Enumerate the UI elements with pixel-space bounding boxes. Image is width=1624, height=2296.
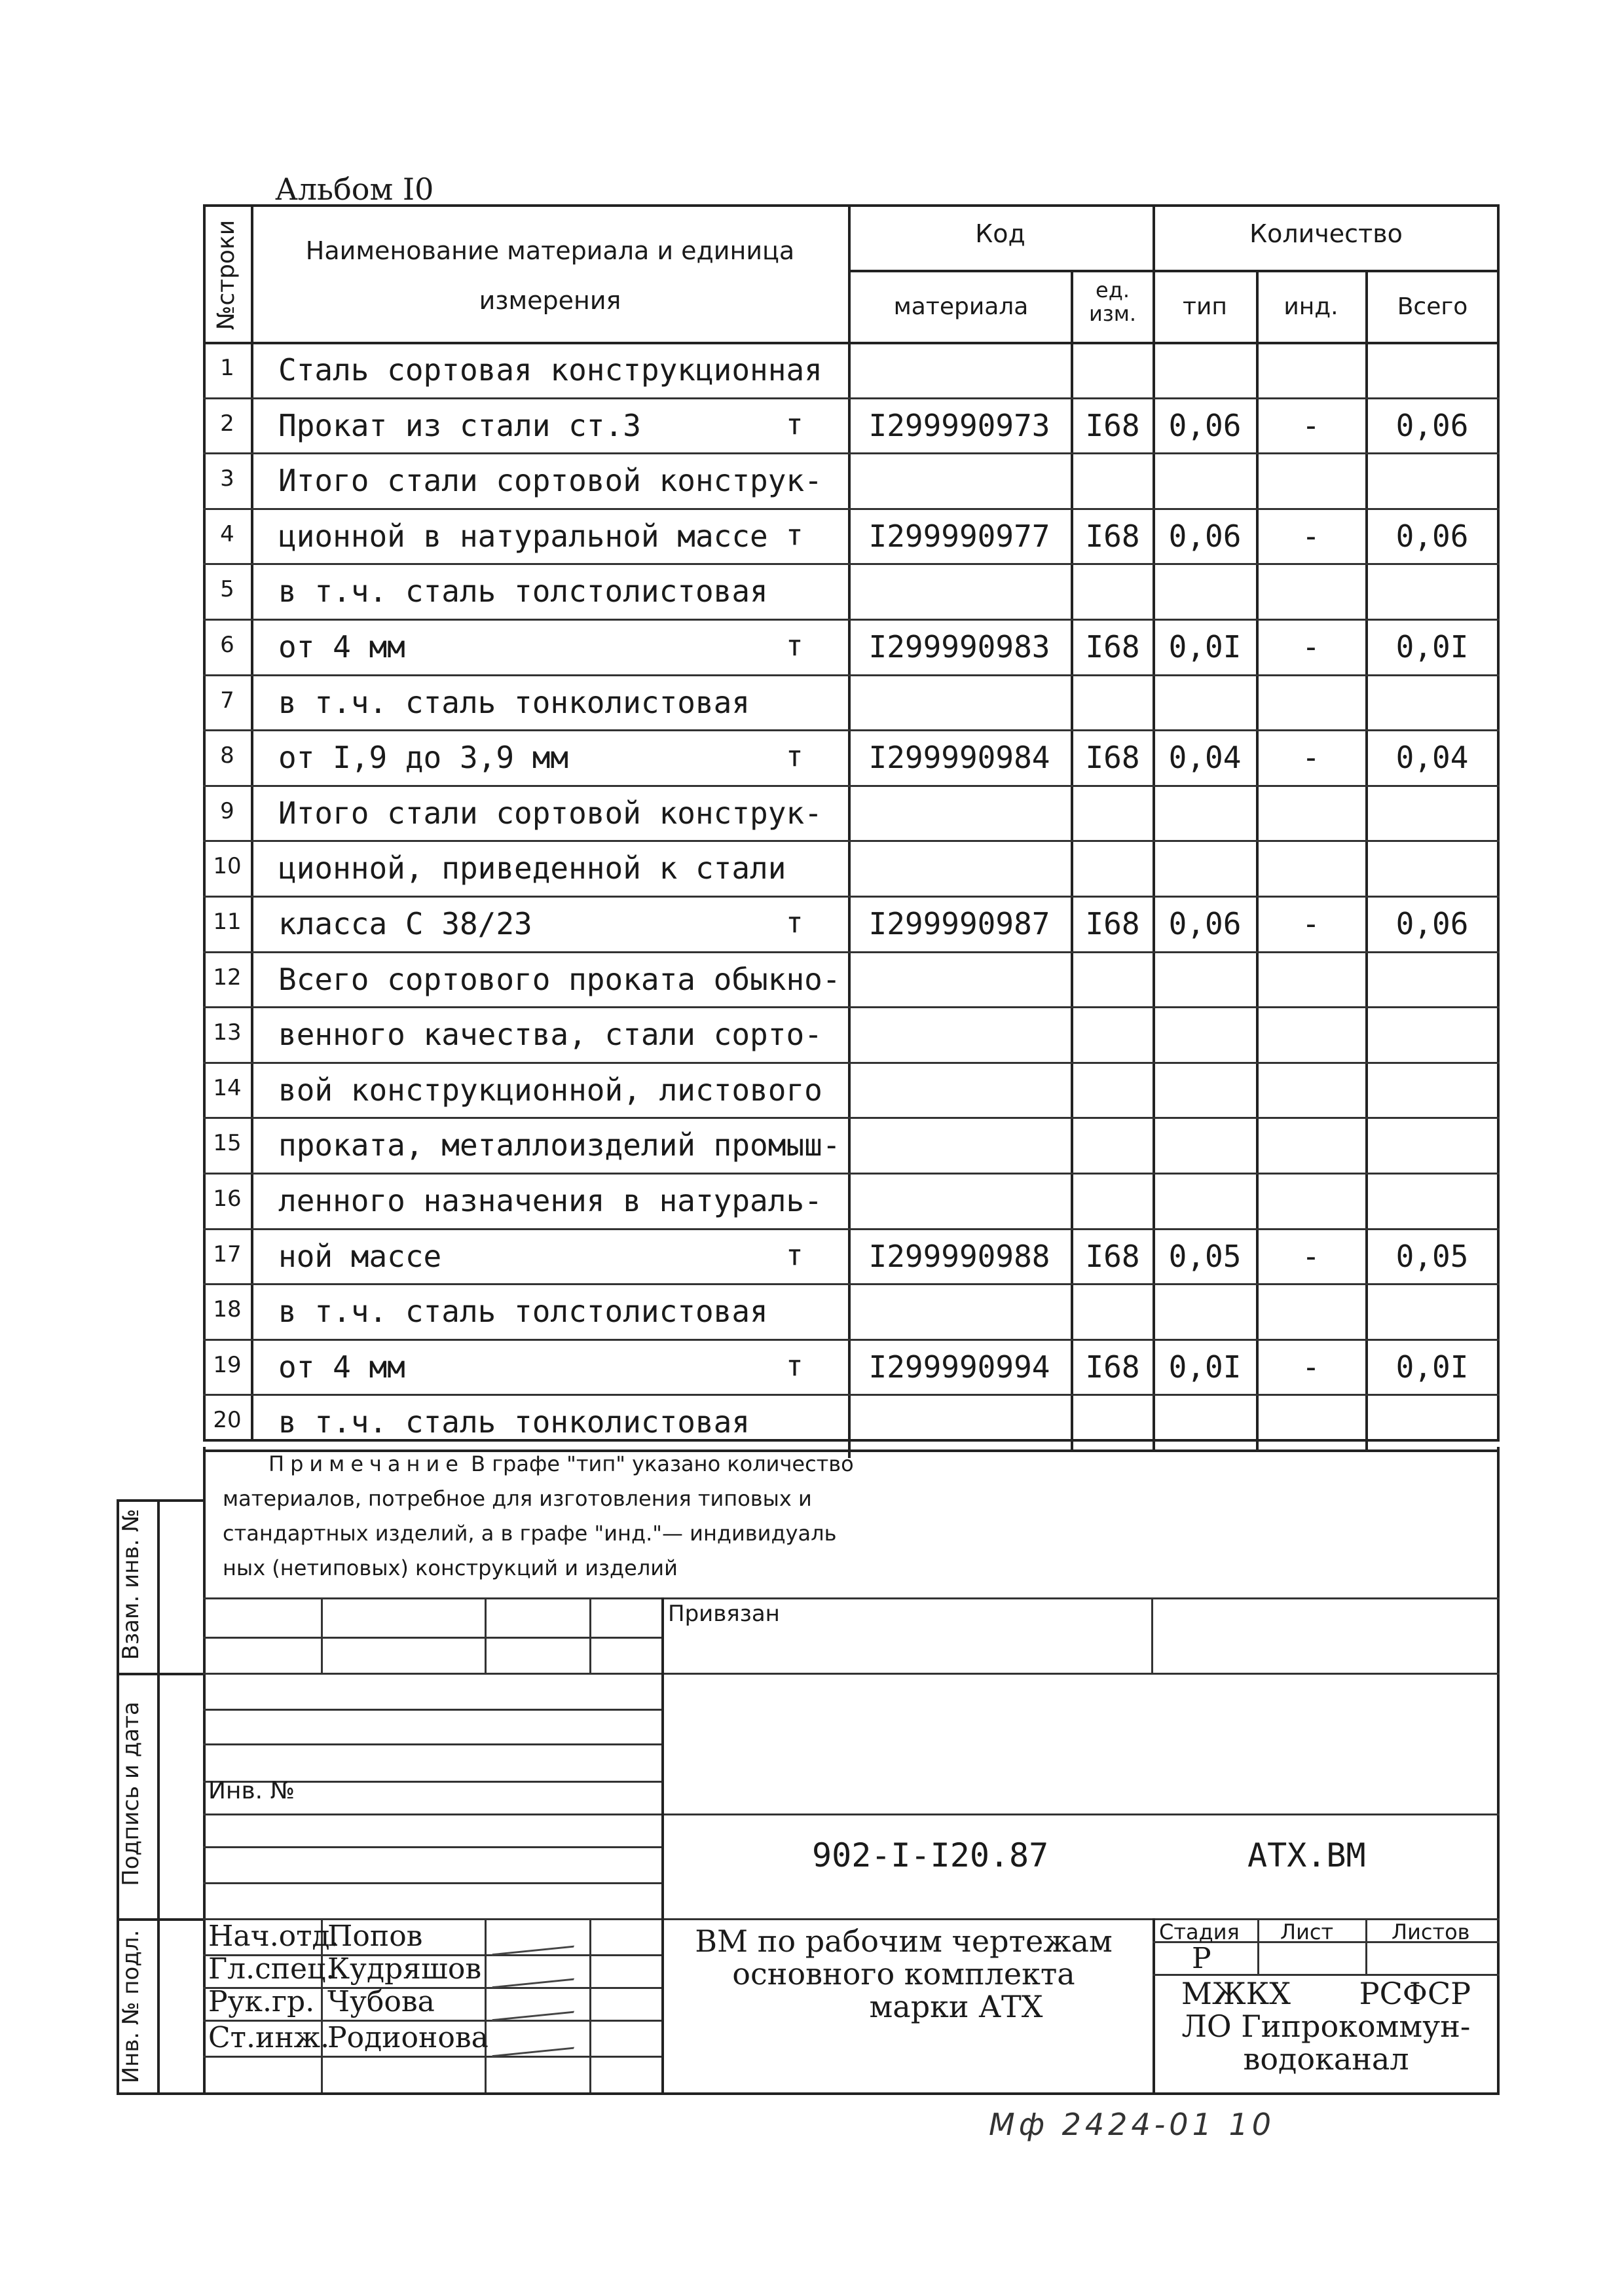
sheet-label: Лист	[1280, 1920, 1334, 1944]
doc-title-line1: ВМ по рабочим чертежам	[695, 1923, 1113, 1959]
handwritten-signature	[492, 1989, 582, 2021]
stamp-v3b	[589, 1918, 591, 2092]
stamp-h4	[203, 1709, 661, 1711]
row-line	[203, 1228, 1500, 1230]
row-name: в т.ч. сталь тонколистовая	[278, 1404, 750, 1440]
signer-role: Нач.отд.	[208, 1920, 339, 1953]
row-number: 17	[213, 1241, 242, 1267]
handwritten-signature	[492, 1923, 582, 1956]
row-line	[203, 729, 1500, 731]
row-line	[203, 951, 1500, 953]
row-name: в т.ч. сталь толстолистовая	[278, 1294, 768, 1330]
row-number: 9	[220, 797, 234, 824]
col-line-ind	[1365, 270, 1368, 1451]
inv-no-label: Инв. №	[208, 1777, 295, 1804]
signer-role: Гл.спец.	[208, 1952, 335, 1986]
row-qty-ind: -	[1302, 906, 1320, 941]
stage-label: Стадия	[1159, 1920, 1240, 1944]
stamp-h9	[203, 1882, 661, 1884]
note-line1: В графе "тип" указано количество	[471, 1451, 854, 1476]
header-quantity: Количество	[1249, 219, 1403, 248]
doc-title-line3: марки АТХ	[869, 1989, 1043, 2024]
row-unit-code: I68	[1085, 518, 1140, 554]
row-qty-ind: -	[1302, 407, 1320, 443]
row-line	[203, 1006, 1500, 1008]
header-ind: инд.	[1283, 293, 1338, 320]
organization	[1159, 1977, 1493, 2075]
stamp-h1	[203, 1597, 1500, 1599]
row-number: 2	[220, 410, 234, 437]
note-line3: стандартных изделий, а в графе "инд."— индивидуаль	[223, 1521, 837, 1546]
sheets-label: Листов	[1392, 1920, 1470, 1944]
row-line	[203, 1283, 1500, 1285]
row-name: Итого стали сортовой конструк-	[278, 795, 822, 831]
row-name: венного качества, стали сорто-	[278, 1017, 822, 1053]
signer-name: Чубова	[327, 1985, 435, 2018]
row-line	[203, 452, 1500, 454]
row-qty-total: 0,05	[1395, 1238, 1469, 1274]
header-code-material: материала	[893, 293, 1029, 320]
row-unit-code: I68	[1085, 407, 1140, 443]
row-code: I299990984	[868, 740, 1050, 776]
row-unit-code: I68	[1085, 740, 1140, 776]
row-code: I299990977	[868, 518, 1050, 554]
row-name: ной массе	[278, 1238, 442, 1274]
header-bottom-line	[203, 342, 1500, 344]
row-code: I299990988	[868, 1238, 1050, 1274]
col-line-name	[848, 204, 851, 1458]
org-line1: МЖКХ РСФСР	[1181, 1976, 1471, 2011]
row-name: в т.ч. сталь толстолистовая	[278, 574, 768, 610]
row-line	[203, 674, 1500, 676]
row-unit-code: I68	[1085, 629, 1140, 665]
row-code: I299990987	[868, 906, 1050, 941]
header-row-no: №строки	[213, 219, 240, 331]
stamp-stage-v1	[1257, 1918, 1259, 1974]
col-line-rownum	[251, 204, 253, 1442]
note	[223, 1447, 1008, 1586]
row-line	[203, 508, 1500, 510]
row-number: 18	[213, 1296, 242, 1323]
row-number: 5	[220, 576, 234, 603]
header-total: Всего	[1397, 293, 1468, 320]
handwritten-signature	[492, 1956, 582, 1988]
row-unit: т	[786, 906, 803, 939]
row-code: I299990994	[868, 1349, 1050, 1385]
row-line	[203, 1394, 1500, 1396]
row-number: 6	[220, 632, 234, 658]
handwritten-signature	[492, 2025, 582, 2057]
stamp-bottom	[117, 2092, 1500, 2095]
stamp-h3	[203, 1673, 1500, 1675]
stamp-v2a	[485, 1597, 487, 1673]
stamp-v1a	[321, 1597, 323, 1673]
row-qty-total: 0,06	[1395, 906, 1469, 941]
row-line	[203, 785, 1500, 787]
note-label: Примечание	[268, 1451, 464, 1476]
row-qty-ind: -	[1302, 740, 1320, 776]
stamp-h7	[203, 1813, 1500, 1815]
row-qty-type: 0,06	[1168, 518, 1242, 554]
row-qty-total: 0,06	[1395, 407, 1469, 443]
row-qty-ind: -	[1302, 1349, 1320, 1385]
doc-title	[674, 1925, 1133, 2023]
row-unit: т	[786, 629, 803, 663]
signer-role: Рук.гр.	[208, 1985, 315, 2018]
doc-title-line2: основного комплекта	[732, 1956, 1075, 1992]
row-number: 20	[213, 1407, 242, 1434]
album-label: Альбом I0	[275, 172, 434, 207]
row-number: 3	[220, 465, 234, 492]
row-name: проката, металлоизделий промыш-	[278, 1127, 841, 1163]
stamp-h5	[203, 1743, 661, 1745]
note-line2: материалов, потребное для изготовления типовых и	[223, 1486, 812, 1511]
row-name: от I,9 до 3,9 мм	[278, 740, 569, 776]
row-number: 14	[213, 1074, 242, 1101]
stamp-left	[203, 1447, 206, 2095]
row-name: в т.ч. сталь тонколистовая	[278, 684, 750, 720]
stamp-h2	[203, 1637, 661, 1639]
row-unit-code: I68	[1085, 906, 1140, 941]
row-number: 7	[220, 687, 234, 714]
row-name: от 4 мм	[278, 629, 405, 665]
row-number: 1	[220, 355, 234, 381]
signer-role: Ст.инж.	[208, 2021, 330, 2054]
row-unit: т	[786, 1349, 803, 1383]
row-line	[203, 563, 1500, 565]
row-unit-code: I68	[1085, 1349, 1140, 1385]
stamp-v-main	[661, 1597, 664, 2092]
row-name: Прокат из стали ст.3	[278, 407, 641, 443]
side-label-podpis: Подпись и дата	[118, 1702, 144, 1886]
row-name: класса С 38/23	[278, 906, 532, 941]
row-qty-total: 0,04	[1395, 740, 1469, 776]
org-line2: ЛО Гипрокоммун-	[1181, 2009, 1471, 2044]
col-line-material	[1071, 270, 1073, 1451]
stamp-v-privyazan	[1151, 1597, 1153, 1673]
row-number: 8	[220, 742, 234, 769]
row-name: вой конструкционной, листового	[278, 1072, 822, 1108]
org-line3: водоканал	[1243, 2041, 1409, 2077]
row-name: от 4 мм	[278, 1349, 405, 1385]
row-line	[203, 1339, 1500, 1341]
privyazan-label: Привязан	[668, 1601, 780, 1627]
row-qty-type: 0,06	[1168, 906, 1242, 941]
signer-name: Попов	[327, 1920, 423, 1953]
signer-name: Кудряшов	[327, 1952, 482, 1986]
row-number: 16	[213, 1186, 242, 1212]
stamp-v2b	[485, 1918, 487, 2092]
row-number: 19	[213, 1351, 242, 1378]
row-name: ленного назначения в натураль-	[278, 1183, 822, 1218]
doc-code: 902-I-I20.87	[812, 1836, 1049, 1874]
row-qty-type: 0,0I	[1168, 1349, 1242, 1385]
row-line	[203, 1062, 1500, 1064]
stamp-v-org	[1153, 1918, 1155, 2092]
stamp-h14	[203, 2056, 661, 2058]
header-type: тип	[1183, 293, 1227, 320]
row-line	[203, 1173, 1500, 1175]
header-code-unit: ед. изм.	[1088, 278, 1137, 326]
side-strip-right	[157, 1499, 160, 2095]
footer-archive-number: Мф 2424-01 10	[989, 2107, 1275, 2142]
row-qty-ind: -	[1302, 518, 1320, 554]
stamp-v3a	[589, 1597, 591, 1673]
row-line	[203, 619, 1500, 621]
header-name-text: Наименование материала и единица измерения	[305, 236, 795, 315]
row-name: Итого стали сортовой конструк-	[278, 463, 822, 499]
stamp-h8	[203, 1846, 661, 1848]
row-unit: т	[786, 518, 803, 552]
row-code: I299990973	[868, 407, 1050, 443]
row-line	[203, 397, 1500, 399]
header-name	[275, 226, 825, 325]
row-number: 12	[213, 964, 242, 991]
row-line	[203, 896, 1500, 898]
stamp-stage-v2	[1365, 1918, 1367, 1974]
signer-name: Родионова	[327, 2021, 489, 2054]
row-qty-type: 0,06	[1168, 407, 1242, 443]
row-name: Всего сортового проката обыкно-	[278, 961, 841, 997]
row-name: ционной, приведенной к стали	[278, 850, 786, 886]
row-qty-ind: -	[1302, 1238, 1320, 1274]
side-label-vzam: Взам. инв. №	[118, 1508, 144, 1660]
row-number: 11	[213, 909, 242, 935]
stamp-right	[1497, 1447, 1500, 2095]
row-number: 13	[213, 1019, 242, 1046]
row-unit: т	[786, 1238, 803, 1272]
doc-mark: АТХ.ВМ	[1247, 1836, 1366, 1874]
row-qty-type: 0,04	[1168, 740, 1242, 776]
header-sub-line	[848, 270, 1500, 272]
row-line	[203, 840, 1500, 842]
row-unit: т	[786, 407, 803, 441]
row-name: Сталь сортовая конструкционная	[278, 352, 822, 388]
row-qty-type: 0,0I	[1168, 629, 1242, 665]
col-line-unit	[1153, 204, 1155, 1451]
note-line4: ных (нетиповых) конструкций и изделий	[223, 1556, 678, 1580]
row-unit-code: I68	[1085, 1238, 1140, 1274]
row-number: 15	[213, 1130, 242, 1157]
row-number: 4	[220, 520, 234, 547]
row-name: ционной в натуральной массе	[278, 518, 768, 554]
row-qty-total: 0,0I	[1395, 629, 1469, 665]
row-qty-total: 0,06	[1395, 518, 1469, 554]
row-line	[203, 1117, 1500, 1119]
row-code: I299990983	[868, 629, 1050, 665]
row-unit: т	[786, 740, 803, 774]
row-qty-type: 0,05	[1168, 1238, 1242, 1274]
side-label-inv-podl: Инв. № подл.	[118, 1929, 144, 2084]
row-qty-total: 0,0I	[1395, 1349, 1469, 1385]
header-code: Код	[975, 219, 1025, 248]
row-number: 10	[213, 853, 242, 880]
row-qty-ind: -	[1302, 629, 1320, 665]
stage-value: Р	[1192, 1942, 1211, 1975]
